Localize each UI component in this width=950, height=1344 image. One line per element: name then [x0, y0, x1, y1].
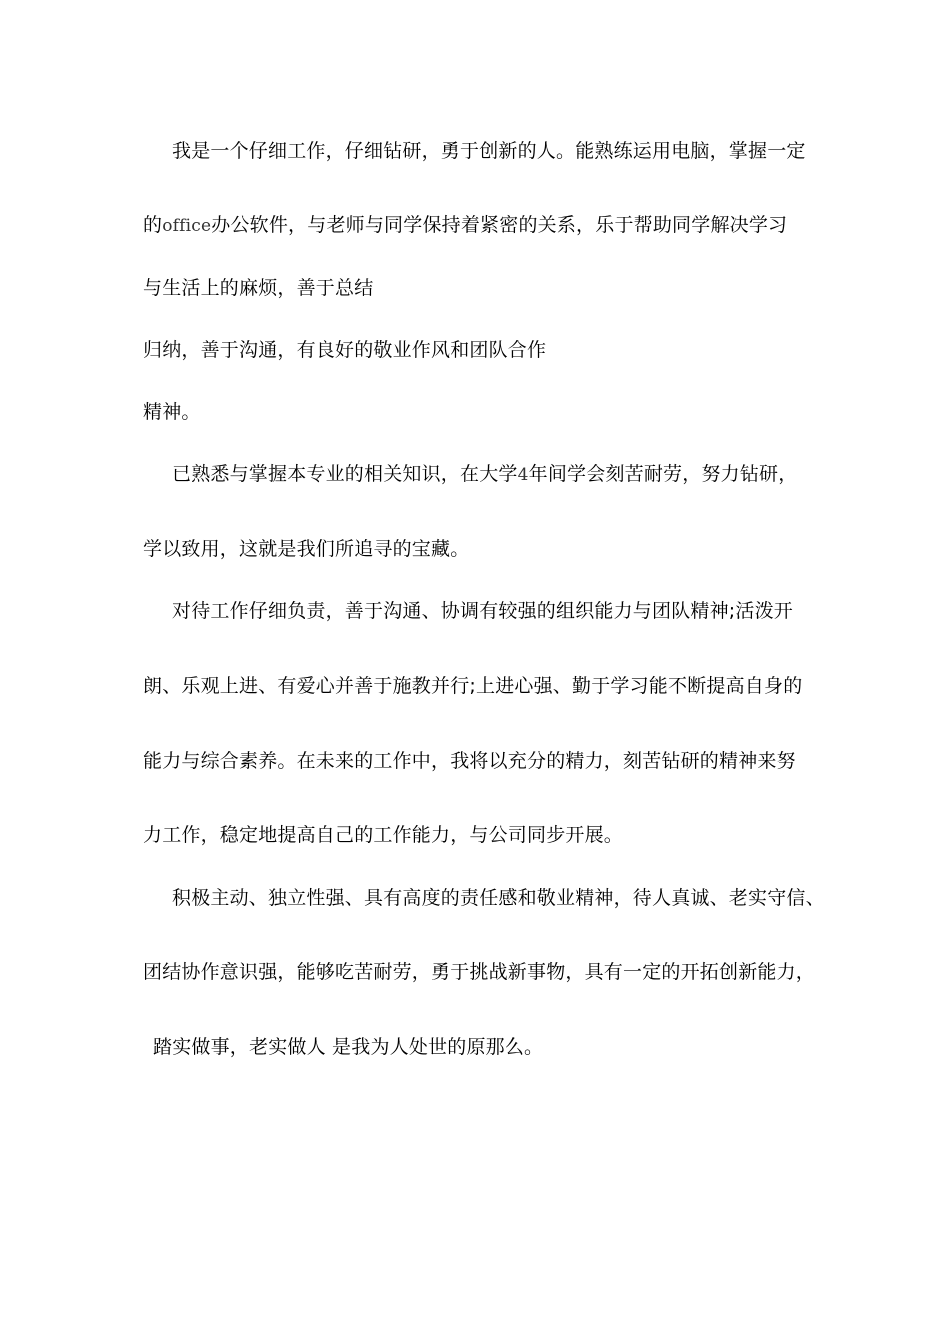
paragraph-3-line-3 [143, 748, 796, 774]
paragraph-3-line-1 [172, 598, 793, 624]
paragraph-1-line-4 [143, 337, 546, 363]
paragraph-1-line-5 [143, 399, 201, 425]
paragraph-4-line-1 [172, 885, 825, 911]
paragraph-2-line-1 [172, 461, 797, 488]
paragraph-1-line-2 [143, 212, 787, 239]
paragraph-1-line-1 [172, 138, 806, 164]
text-run: 与生活上的麻烦，善于总结 [143, 277, 374, 299]
text-run: 踏实做事，老实做人 是我为人处世的原那么。 [153, 1036, 544, 1058]
text-run: 积极主动、独立性强、具有高度的责任感和敬业精神，待人真诚、老实守信、 [172, 887, 825, 909]
text-run: 能力与综合素养。在未来的工作中，我将以充分的精力，刻苦钻研的精神来努 [143, 750, 796, 772]
paragraph-2-line-2 [143, 536, 469, 562]
text-run: 团结协作意识强，能够吃苦耐劳，勇于挑战新事物，具有一定的开拓创新能力， [143, 961, 816, 983]
text-run: 我是一个仔细工作，仔细钻研，勇于创新的人。能熟练运用电脑，掌握一定 [172, 140, 806, 162]
paragraph-4-line-2 [143, 959, 815, 985]
text-run: 已熟悉与掌握本专业的相关知识，在大学 [172, 463, 518, 485]
paragraph-3-line-4 [143, 822, 623, 848]
office-term: office [162, 216, 212, 236]
text-run: 的 [143, 214, 163, 236]
text-run: 精神。 [143, 401, 201, 423]
text-run: 力工作，稳定地提高自己的工作能力，与公司同步开展。 [143, 824, 624, 846]
paragraph-1-line-3 [143, 275, 373, 301]
text-run: 年间学会刻苦耐劳，努力钻研， [528, 463, 798, 485]
number-run: 4 [517, 465, 529, 485]
paragraph-4-line-3 [153, 1034, 543, 1060]
text-run: 对待工作仔细负责，善于沟通、协调有较强的组织能力与团队精神;活泼开 [172, 600, 794, 622]
text-run: 归纳，善于沟通，有良好的敬业作风和团队合作 [143, 339, 547, 361]
paragraph-3-line-2 [143, 673, 802, 699]
text-run: 办公软件，与老师与同学保持着紧密的关系，乐于帮助同学解决学习 [211, 214, 788, 236]
text-run: 朗、乐观上进、有爱心并善于施教并行;上进心强、勤于学习能不断提高自身的 [143, 675, 803, 697]
text-run: 学以致用，这就是我们所追寻的宝藏。 [143, 538, 470, 560]
